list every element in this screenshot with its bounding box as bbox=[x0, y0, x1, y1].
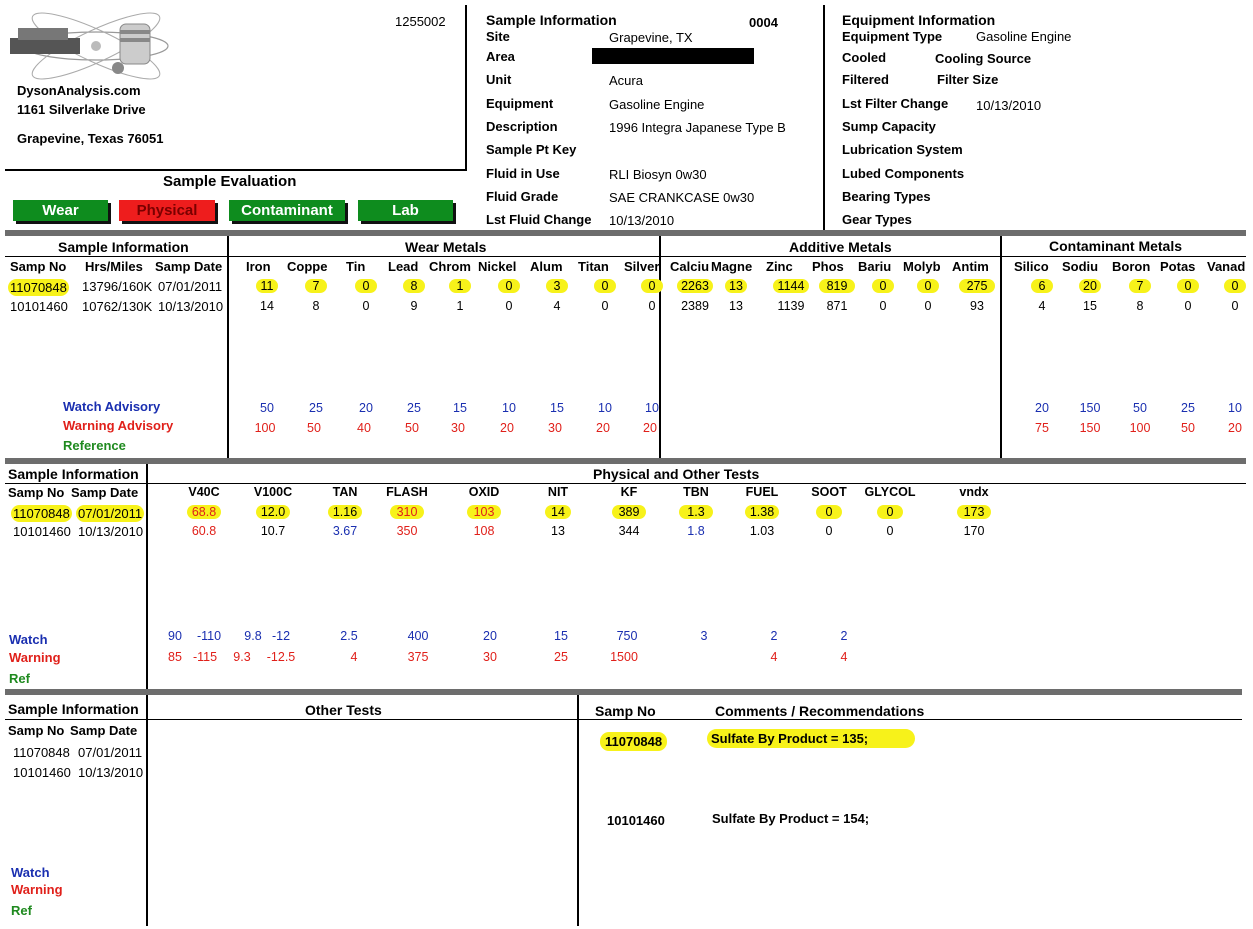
wear-col-header: Coppe bbox=[287, 259, 328, 274]
wear-warning-limit: 20 bbox=[596, 421, 610, 435]
other-samp-date-1: 07/01/2011 bbox=[78, 745, 143, 760]
physical-samp-no: 11070848 bbox=[13, 506, 70, 521]
physical-value: 103 bbox=[467, 505, 501, 519]
wear-warning-limit: 50 bbox=[405, 421, 419, 435]
other-warning-label: Warning bbox=[11, 882, 63, 897]
physical-watch-limit: 3 bbox=[700, 629, 708, 643]
lubrication-system-label: Lubrication System bbox=[842, 142, 963, 157]
lst-filter-change-label: Lst Filter Change bbox=[842, 96, 949, 111]
physical-value: 1.8 bbox=[687, 524, 705, 538]
physical-watch-limit: 2 bbox=[770, 629, 778, 643]
sample-field-label: Lst Fluid Change bbox=[486, 212, 592, 227]
filtered-label: Filtered bbox=[842, 72, 889, 87]
other-tests-title: Other Tests bbox=[305, 702, 382, 718]
other-samp-no-header: Samp No bbox=[8, 723, 65, 738]
additive-value: 871 bbox=[826, 299, 848, 313]
additive-metals-title: Additive Metals bbox=[789, 239, 892, 255]
contaminant-value: 15 bbox=[1083, 299, 1097, 313]
physical-col-header: GLYCOL bbox=[864, 485, 916, 499]
physical-value: 389 bbox=[612, 505, 646, 519]
additive-col-header: Magne bbox=[711, 259, 753, 274]
physical-value: 108 bbox=[473, 524, 495, 538]
sample-field-value: Acura bbox=[609, 73, 643, 88]
physical-warning-limit: 30 bbox=[483, 650, 497, 664]
physical-watch-limit: 750 bbox=[616, 629, 638, 643]
metals-hrs-miles: 13796/160K bbox=[82, 279, 153, 294]
contaminant-warning-limit: 50 bbox=[1181, 421, 1195, 435]
physical-samp-no: 10101460 bbox=[13, 524, 71, 539]
wear-value: 0 bbox=[601, 299, 609, 313]
filter-size-label: Filter Size bbox=[937, 72, 999, 87]
physical-value: 10.7 bbox=[260, 524, 286, 538]
sample-field-value: SAE CRANKCASE 0w30 bbox=[609, 190, 755, 205]
wear-col-header: Iron bbox=[246, 259, 271, 274]
reference-label: Reference bbox=[63, 438, 126, 453]
other-ref-label: Ref bbox=[11, 903, 32, 918]
additive-col-header: Molyb bbox=[903, 259, 941, 274]
wear-value: 0 bbox=[641, 279, 663, 293]
comments-header: Comments / Recommendations bbox=[715, 703, 925, 719]
comment-samp-no-2: 10101460 bbox=[607, 813, 665, 828]
physical-value: 170 bbox=[963, 524, 985, 538]
wear-watch-limit: 50 bbox=[260, 401, 274, 415]
sample-field-label: Sample Pt Key bbox=[486, 142, 577, 157]
physical-warning-label: Warning bbox=[9, 650, 61, 665]
contaminant-col-header: Boron bbox=[1112, 259, 1151, 274]
wear-warning-limit: 30 bbox=[451, 421, 465, 435]
physical-value: 344 bbox=[618, 524, 640, 538]
metals-col-header: Samp Date bbox=[155, 259, 223, 274]
wear-col-header: Titan bbox=[578, 259, 609, 274]
physical-warning-limit: 375 bbox=[407, 650, 429, 664]
additive-value: 0 bbox=[924, 299, 932, 313]
company-street: 1161 Silverlake Drive bbox=[17, 102, 146, 117]
physical-value: 0 bbox=[816, 505, 842, 519]
equipment-info-title: Equipment Information bbox=[842, 12, 996, 28]
wear-value: 0 bbox=[505, 299, 513, 313]
other-samp-date-header: Samp Date bbox=[70, 723, 138, 738]
other-samp-date-2: 10/13/2010 bbox=[78, 765, 144, 780]
physical-col-header: Samp No bbox=[8, 485, 65, 500]
wear-value: 3 bbox=[546, 279, 568, 293]
wear-value: 7 bbox=[305, 279, 327, 293]
additive-col-header: Bariu bbox=[858, 259, 892, 274]
metals-col-header: Samp No bbox=[10, 259, 67, 274]
wear-value: 0 bbox=[355, 279, 377, 293]
contaminant-warning-limit: 150 bbox=[1079, 421, 1101, 435]
physical-col-header: V40C bbox=[188, 485, 220, 499]
physical-samp-date: 10/13/2010 bbox=[78, 524, 144, 539]
wear-value: 4 bbox=[553, 299, 561, 313]
physical-value: 60.8 bbox=[191, 524, 217, 538]
contaminant-value: 20 bbox=[1079, 279, 1101, 293]
sample-field-value: RLI Biosyn 0w30 bbox=[609, 167, 707, 182]
physical-watch-limit: 20 bbox=[483, 629, 497, 643]
wear-watch-limit: 20 bbox=[359, 401, 373, 415]
metals-samp-date: 10/13/2010 bbox=[158, 299, 224, 314]
watch-advisory-label: Watch Advisory bbox=[63, 399, 161, 414]
sample-field-label: Fluid Grade bbox=[486, 189, 559, 204]
contaminant-eval-button[interactable]: Contaminant bbox=[229, 200, 345, 221]
additive-col-header: Phos bbox=[812, 259, 844, 274]
wear-value: 11 bbox=[256, 279, 278, 293]
wear-value: 8 bbox=[403, 279, 425, 293]
area-redaction bbox=[592, 48, 754, 64]
additive-value: 0 bbox=[872, 279, 894, 293]
lst-filter-change-value: 10/13/2010 bbox=[976, 98, 1042, 113]
physical-value: 173 bbox=[957, 505, 991, 519]
additive-col-header: Zinc bbox=[766, 259, 793, 274]
contaminant-value: 4 bbox=[1038, 299, 1046, 313]
gear-types-label: Gear Types bbox=[842, 212, 912, 227]
equipment-type-value: Gasoline Engine bbox=[976, 29, 1072, 44]
additive-value: 2389 bbox=[681, 299, 709, 313]
lubed-components-label: Lubed Components bbox=[842, 166, 965, 181]
sample-field-label: Equipment bbox=[486, 96, 554, 111]
wear-col-header: Silver bbox=[624, 259, 660, 274]
contaminant-col-header: Vanad bbox=[1207, 259, 1246, 274]
physical-warning-limit: 4 bbox=[840, 650, 848, 664]
additive-value: 1144 bbox=[773, 279, 809, 293]
contaminant-value: 0 bbox=[1231, 299, 1239, 313]
sump-capacity-label: Sump Capacity bbox=[842, 119, 936, 134]
additive-col-header: Antim bbox=[952, 259, 989, 274]
physical-watch-limit: 2 bbox=[840, 629, 848, 643]
physical-value: 1.16 bbox=[328, 505, 362, 519]
physical-value: 350 bbox=[396, 524, 418, 538]
sample-field-label: Site bbox=[486, 29, 510, 44]
physical-watch-label: Watch bbox=[9, 632, 48, 647]
wear-value: 1 bbox=[456, 299, 464, 313]
physical-col-header: TBN bbox=[683, 485, 709, 499]
metals-hrs-miles: 10762/130K bbox=[82, 299, 153, 314]
physical-warning-limit: 25 bbox=[554, 650, 568, 664]
contaminant-warning-limit: 75 bbox=[1035, 421, 1049, 435]
contaminant-warning-limit: 20 bbox=[1228, 421, 1242, 435]
physical-watch-limit: 15 bbox=[554, 629, 568, 643]
wear-watch-limit: 25 bbox=[309, 401, 323, 415]
physical-value: 1.03 bbox=[749, 524, 775, 538]
wear-warning-limit: 20 bbox=[643, 421, 657, 435]
physical-eval-button[interactable]: Physical bbox=[119, 200, 215, 221]
contaminant-metals-title: Contaminant Metals bbox=[1049, 238, 1183, 254]
physical-watch-limit: 400 bbox=[407, 629, 429, 643]
warning-advisory-label: Warning Advisory bbox=[63, 418, 174, 433]
physical-col-header: FLASH bbox=[386, 485, 428, 499]
company-city: Grapevine, Texas 76051 bbox=[17, 131, 164, 146]
wear-col-header: Tin bbox=[346, 259, 366, 274]
physical-col-header: FUEL bbox=[745, 485, 779, 499]
other-samp-no-1: 11070848 bbox=[13, 745, 70, 760]
comment-text-1: Sulfate By Product = 135; bbox=[707, 729, 915, 748]
physical-value: 14 bbox=[545, 505, 571, 519]
additive-value: 819 bbox=[819, 279, 855, 293]
physical-watch-limit: -110 bbox=[196, 629, 222, 643]
physical-value: 310 bbox=[390, 505, 424, 519]
physical-value: 0 bbox=[877, 505, 903, 519]
contaminant-watch-limit: 150 bbox=[1079, 401, 1101, 415]
lab-number: 1255002 bbox=[395, 14, 446, 29]
physical-value: 3.67 bbox=[332, 524, 358, 538]
comments-samp-no-header: Samp No bbox=[595, 703, 656, 719]
wear-value: 0 bbox=[648, 299, 656, 313]
lab-eval-button[interactable]: Lab bbox=[358, 200, 453, 221]
physical-samp-date: 07/01/2011 bbox=[78, 506, 143, 521]
other-sample-title: Sample Information bbox=[8, 701, 139, 717]
wear-col-header: Alum bbox=[530, 259, 563, 274]
physical-col-header: NIT bbox=[547, 485, 569, 499]
additive-value: 13 bbox=[725, 279, 747, 293]
contaminant-col-header: Sodiu bbox=[1062, 259, 1099, 274]
wear-watch-limit: 10 bbox=[645, 401, 659, 415]
physical-warning-limit: 85 bbox=[168, 650, 182, 664]
physical-warning-limit: -12.5 bbox=[266, 650, 296, 664]
contaminant-col-header: Silico bbox=[1014, 259, 1049, 274]
contaminant-value: 8 bbox=[1136, 299, 1144, 313]
contaminant-value: 0 bbox=[1177, 279, 1199, 293]
sample-field-label: Fluid in Use bbox=[486, 166, 560, 181]
wear-warning-limit: 40 bbox=[357, 421, 371, 435]
comment-samp-no-1: 11070848 bbox=[600, 732, 667, 751]
additive-value: 0 bbox=[917, 279, 939, 293]
equipment-type-label: Equipment Type bbox=[842, 29, 943, 44]
contaminant-value: 7 bbox=[1129, 279, 1151, 293]
physical-value: 1.3 bbox=[679, 505, 713, 519]
physical-warning-limit: 9.3 bbox=[233, 650, 251, 664]
wear-value: 0 bbox=[498, 279, 520, 293]
gear-piston-logo-icon bbox=[8, 8, 173, 83]
wear-warning-limit: 100 bbox=[254, 421, 276, 435]
sample-info-title: Sample Information bbox=[486, 12, 617, 28]
physical-col-header: OXID bbox=[468, 485, 500, 499]
sample-field-label: Area bbox=[486, 49, 515, 64]
contaminant-watch-limit: 10 bbox=[1228, 401, 1242, 415]
physical-value: 68.8 bbox=[187, 505, 221, 519]
physical-value: 0 bbox=[886, 524, 894, 538]
wear-value: 0 bbox=[362, 299, 370, 313]
sample-field-value: 1996 Integra Japanese Type B bbox=[609, 120, 786, 135]
wear-warning-limit: 50 bbox=[307, 421, 321, 435]
metals-samp-date: 07/01/2011 bbox=[158, 279, 223, 294]
wear-watch-limit: 10 bbox=[502, 401, 516, 415]
wear-eval-button[interactable]: Wear bbox=[13, 200, 108, 221]
comment-text-2: Sulfate By Product = 154; bbox=[712, 811, 870, 826]
physical-col-header: KF bbox=[620, 485, 638, 499]
additive-value: 2263 bbox=[677, 279, 713, 293]
physical-watch-limit: 9.8 bbox=[244, 629, 262, 643]
physical-value: 12.0 bbox=[256, 505, 290, 519]
sample-field-value: Grapevine, TX bbox=[609, 30, 693, 45]
wear-warning-limit: 20 bbox=[500, 421, 514, 435]
other-samp-no-2: 10101460 bbox=[13, 765, 71, 780]
wear-col-header: Lead bbox=[388, 259, 419, 274]
physical-col-header: Samp Date bbox=[71, 485, 139, 500]
metals-samp-no: 10101460 bbox=[10, 299, 68, 314]
other-watch-label: Watch bbox=[11, 865, 50, 880]
cooled-label: Cooled bbox=[842, 50, 887, 65]
physical-ref-label: Ref bbox=[9, 671, 30, 686]
contaminant-value: 6 bbox=[1031, 279, 1053, 293]
contaminant-warning-limit: 100 bbox=[1129, 421, 1151, 435]
contaminant-col-header: Potas bbox=[1160, 259, 1196, 274]
metals-col-header: Hrs/Miles bbox=[85, 259, 143, 274]
evaluation-title: Sample Evaluation bbox=[163, 173, 297, 190]
physical-value: 13 bbox=[551, 524, 565, 538]
wear-value: 9 bbox=[410, 299, 418, 313]
additive-value: 1139 bbox=[777, 299, 805, 313]
wear-col-header: Chrom bbox=[429, 259, 471, 274]
contaminant-value: 0 bbox=[1184, 299, 1192, 313]
wear-value: 14 bbox=[260, 299, 274, 313]
physical-col-header: TAN bbox=[332, 485, 358, 499]
physical-col-header: SOOT bbox=[811, 485, 847, 499]
physical-value: 0 bbox=[825, 524, 833, 538]
contaminant-watch-limit: 50 bbox=[1133, 401, 1147, 415]
sample-field-label: Unit bbox=[486, 72, 512, 87]
physical-col-header: V100C bbox=[253, 485, 293, 499]
physical-warning-limit: -115 bbox=[192, 650, 218, 664]
additive-col-header: Calciu bbox=[670, 259, 710, 274]
physical-warning-limit: 1500 bbox=[610, 650, 638, 664]
cooling-source-label: Cooling Source bbox=[935, 51, 1032, 66]
sample-field-value: 10/13/2010 bbox=[609, 213, 675, 228]
wear-watch-limit: 15 bbox=[550, 401, 564, 415]
physical-warning-limit: 4 bbox=[770, 650, 778, 664]
wear-value: 8 bbox=[312, 299, 320, 313]
physical-tests-title: Physical and Other Tests bbox=[593, 466, 760, 482]
company-name: DysonAnalysis.com bbox=[17, 83, 141, 98]
sample-code: 0004 bbox=[749, 15, 778, 30]
additive-value: 93 bbox=[970, 299, 984, 313]
sample-field-label: Description bbox=[486, 119, 558, 134]
sample-field-value: Gasoline Engine bbox=[609, 97, 705, 112]
physical-value: 1.38 bbox=[745, 505, 779, 519]
physical-col-header: vndx bbox=[959, 485, 989, 499]
additive-value: 0 bbox=[879, 299, 887, 313]
metals-samp-no: 11070848 bbox=[10, 280, 67, 295]
physical-sample-title: Sample Information bbox=[8, 466, 139, 482]
contaminant-watch-limit: 20 bbox=[1035, 401, 1049, 415]
physical-warning-limit: 4 bbox=[350, 650, 358, 664]
wear-watch-limit: 10 bbox=[598, 401, 612, 415]
physical-watch-limit: 90 bbox=[168, 629, 182, 643]
additive-value: 13 bbox=[729, 299, 743, 313]
physical-watch-limit: 2.5 bbox=[340, 629, 358, 643]
wear-value: 1 bbox=[449, 279, 471, 293]
metals-sample-title: Sample Information bbox=[58, 239, 189, 255]
wear-value: 0 bbox=[594, 279, 616, 293]
company-logo bbox=[8, 8, 173, 83]
contaminant-watch-limit: 25 bbox=[1181, 401, 1195, 415]
bearing-types-label: Bearing Types bbox=[842, 189, 931, 204]
contaminant-value: 0 bbox=[1224, 279, 1246, 293]
wear-watch-limit: 25 bbox=[407, 401, 421, 415]
wear-watch-limit: 15 bbox=[453, 401, 467, 415]
additive-value: 275 bbox=[959, 279, 995, 293]
wear-col-header: Nickel bbox=[478, 259, 517, 274]
wear-metals-title: Wear Metals bbox=[405, 239, 487, 255]
wear-warning-limit: 30 bbox=[548, 421, 562, 435]
physical-watch-limit: -12 bbox=[271, 629, 291, 643]
